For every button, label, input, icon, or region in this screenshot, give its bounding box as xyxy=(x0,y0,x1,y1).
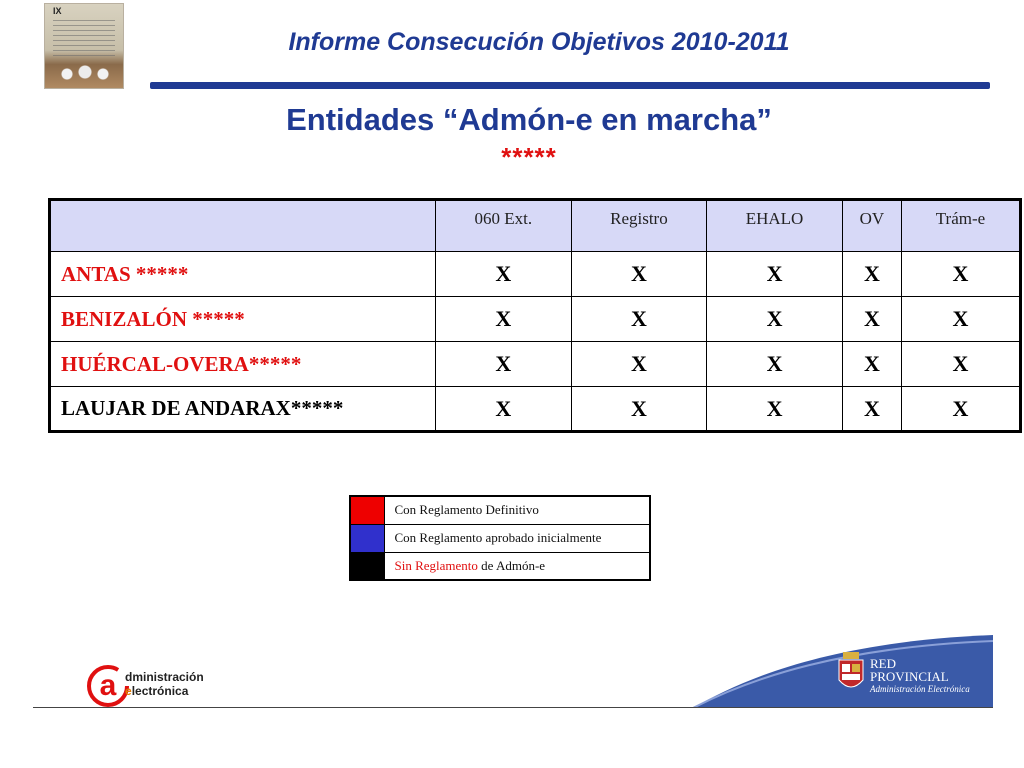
check-mark: X xyxy=(842,252,901,297)
legend-swatch xyxy=(350,552,384,580)
coat-of-arms-icon xyxy=(837,652,865,694)
table-corner-cell xyxy=(50,200,436,252)
table-row xyxy=(50,252,1021,297)
report-title: Informe Consecución Objetivos 2010-2011 xyxy=(288,28,790,56)
poster-edition: IX xyxy=(53,6,62,16)
page-title: Entidades “Admón-e en marcha” xyxy=(286,102,772,137)
check-mark: X xyxy=(436,252,572,297)
legend-label xyxy=(384,552,650,580)
at-sign-logo-icon xyxy=(86,664,130,708)
entity-name: HUÉRCAL-OVERA***** xyxy=(50,342,436,387)
check-mark: X xyxy=(842,342,901,387)
legend-item xyxy=(350,524,650,552)
check-mark: X xyxy=(571,387,707,432)
legend-label: Con Reglamento aprobado inicialmente xyxy=(384,524,650,552)
svg-text:a: a xyxy=(99,669,117,702)
legend-label: Con Reglamento Definitivo xyxy=(384,496,650,524)
admin-electronica-logo xyxy=(125,670,204,698)
red-provincial-line2: PROVINCIAL xyxy=(870,669,949,684)
logo-text-line1: dministración xyxy=(125,670,204,684)
entities-table xyxy=(48,198,1022,433)
check-mark: X xyxy=(571,342,707,387)
legend-swatch xyxy=(350,524,384,552)
logo-text-line2: lectrónica xyxy=(131,684,189,698)
legend-item xyxy=(350,496,650,524)
table-row xyxy=(50,342,1021,387)
entity-name: BENIZALÓN ***** xyxy=(50,297,436,342)
check-mark: X xyxy=(842,387,901,432)
entity-name: ANTAS ***** xyxy=(50,252,436,297)
column-header: Registro xyxy=(571,200,707,252)
table-row xyxy=(50,387,1021,432)
column-header: OV xyxy=(842,200,901,252)
legend xyxy=(349,495,651,581)
legend-item xyxy=(350,552,650,580)
check-mark: X xyxy=(436,297,572,342)
check-mark: X xyxy=(707,387,843,432)
check-mark: X xyxy=(707,252,843,297)
legend-label-rest: de Admón-e xyxy=(477,557,546,573)
check-mark: X xyxy=(901,297,1020,342)
check-mark: X xyxy=(707,297,843,342)
table-row xyxy=(50,297,1021,342)
entity-name: LAUJAR DE ANDARAX***** xyxy=(50,387,436,432)
header-divider xyxy=(150,82,990,89)
table-header-row xyxy=(50,200,1021,252)
check-mark: X xyxy=(436,342,572,387)
legend-swatch xyxy=(350,496,384,524)
check-mark: X xyxy=(707,342,843,387)
check-mark: X xyxy=(901,387,1020,432)
logo-e-initial: e xyxy=(125,684,132,698)
red-provincial-logo xyxy=(870,657,970,695)
legend-label-highlight: Sin Reglamento xyxy=(394,557,478,573)
column-header: Trám-e xyxy=(901,200,1020,252)
check-mark: X xyxy=(436,387,572,432)
column-header: 060 Ext. xyxy=(436,200,572,252)
red-provincial-line3: Administración Electrónica xyxy=(870,684,970,694)
check-mark: X xyxy=(901,342,1020,387)
check-mark: X xyxy=(842,297,901,342)
check-mark: X xyxy=(901,252,1020,297)
column-header: EHALO xyxy=(707,200,843,252)
poster-pottery xyxy=(55,62,115,82)
footer-divider xyxy=(33,707,993,708)
check-mark: X xyxy=(571,252,707,297)
check-mark: X xyxy=(571,297,707,342)
red-provincial-line1: RED xyxy=(870,656,896,671)
rating-stars: ***** xyxy=(501,142,557,172)
